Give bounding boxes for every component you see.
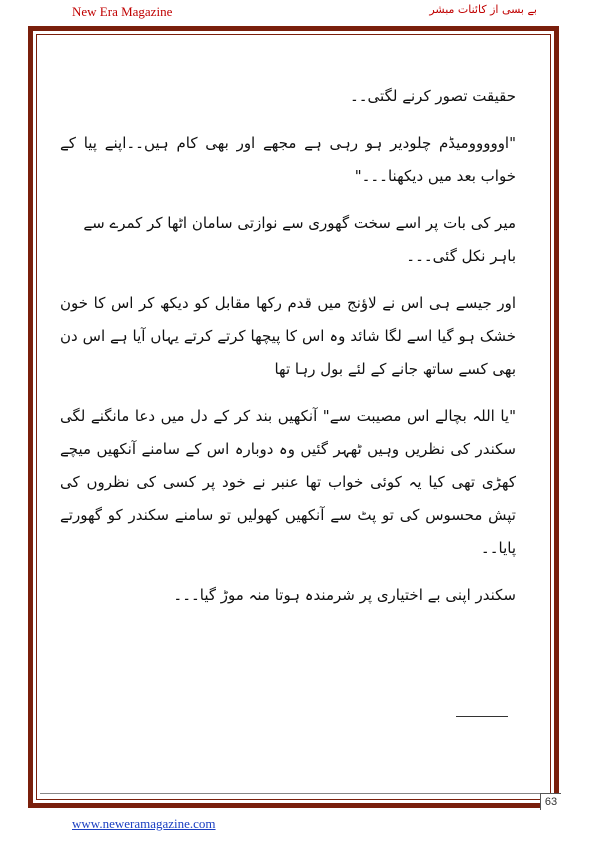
paragraph: حقیقت تصور کرنے لگتی۔۔	[349, 87, 516, 105]
novel-title: بے بسی از کائنات مبشر	[429, 3, 537, 16]
website-link[interactable]: www.neweramagazine.com	[72, 816, 216, 831]
page-number: 63	[540, 793, 561, 810]
page-footer-divider	[40, 793, 540, 794]
paragraph: اور جیسے ہی اس نے لاؤنج میں قدم رکھا مقابل کو دیکھ کر اس کا خون خشک ہو گیا اسے لگا شائد وہ اس کا پیچھا کرتے کرتے یہاں آیا ہے اس دن بھی کسے ساتھ جانے کے لئے بول رہا تھا	[60, 294, 516, 378]
paragraph: سکندر اپنی بے اختیاری پر شرمندہ ہوتا منہ موڑ گیا۔۔۔	[173, 586, 516, 604]
paragraph: میر کی بات پر اسے سخت گھوری سے نوازتی سامان اٹھا کر کمرے سے باہر نکل گئی۔۔۔	[83, 214, 516, 265]
magazine-name: New Era Magazine	[72, 4, 173, 19]
paragraph: "اووووومیڈم چلودیر ہو رہی ہے مجھے اور بھی کام ہیں۔۔اپنے پیا کے خواب بعد میں دیکھنا۔۔۔"	[60, 134, 516, 185]
section-end-rule	[456, 716, 508, 717]
article-body	[60, 80, 516, 626]
paragraph: "یا اللہ بچالے اس مصیبت سے" آنکھیں بند کر کے دل میں دعا مانگنے لگی سکندر کی نظریں وہیں ٹھہر گئیں وہ دوبارہ اس کے سامنے آنکھیں میچے کھڑی تھی کیا یہ کوئی خواب تھا عنبر نے خود پر کسی کی نظروں کی تپش محسوس کی تو پٹ سے آنکھیں کھولیں تو سامنے سکندر کو گھورتے پایا۔۔	[60, 407, 516, 557]
